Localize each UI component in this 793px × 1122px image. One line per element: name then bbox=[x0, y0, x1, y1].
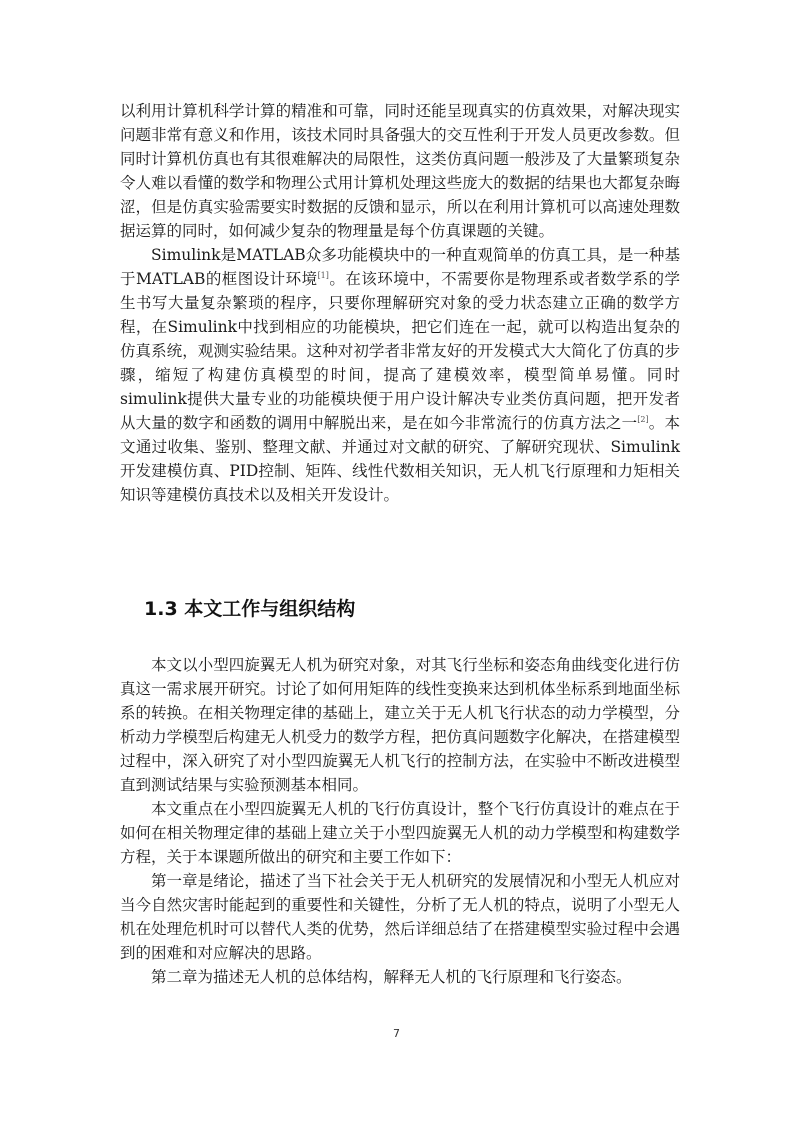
page-number: 7 bbox=[393, 1027, 400, 1040]
section-heading: 1.3 本文工作与组织结构 bbox=[144, 598, 356, 620]
paragraph: 以利用计算机科学计算的精准和可靠，同时还能呈现真实的仿真效果，对解决现实问题非常有意义和作用，该技术同时具备强大的交互性利于开发人员更改参数。但同时计算机仿真也有其很难解决的局限性，这类仿真问题一般涉及了大量繁琐复杂令人难以看懂的数学和物理公式用计算机处理这些庞大的数据的结果也大都复杂晦涩，但是仿真实验需要实时数据的反馈和显示，所以在利用计算机可以高速处理数据运算的同时，如何减少复杂的物理量是每个仿真课题的关键。 bbox=[120, 102, 680, 240]
paragraph: 本文以小型四旋翼无人机为研究对象，对其飞行坐标和姿态角曲线变化进行仿真这一需求展开研究。讨论了如何用矩阵的线性变换来达到机体坐标系到地面坐标系的转换。在相关物理定律的基础上，建立关于无人机飞行状态的动力学模型，分析动力学模型后构建无人机受力的数学方程，把仿真问题数字化解决，在搭建模型过程中，深入研究了对小型四旋翼无人机飞行的控制方法，在实验中不断改进模型直到测试结果与实验预测基本相同。 bbox=[120, 656, 680, 794]
paragraph: 第一章是绪论，描述了当下社会关于无人机研究的发展情况和小型无人机应对当今自然灾害时能起到的重要性和关键性，分析了无人机的特点，说明了小型无人机在处理危机时可以替代人类的优势，然后详细总结了在搭建模型实验过程中会遇到的困难和对应解决的思路。 bbox=[120, 872, 680, 962]
paragraph bbox=[120, 243, 680, 507]
paragraph: 本文重点在小型四旋翼无人机的飞行仿真设计，整个飞行仿真设计的难点在于如何在相关物理定律的基础上建立关于小型四旋翼无人机的动力学模型和构建数学方程，关于本课题所做出的研究和主要工作如下： bbox=[120, 800, 680, 866]
intro-text-block bbox=[120, 99, 680, 507]
citation-ref: [2] bbox=[637, 414, 649, 424]
citation-ref: [1] bbox=[317, 270, 329, 280]
paragraph-text: 。本文通过收集、鉴别、整理文献、并通过对文献的研究、了解研究现状、Simulink开发建模仿真、PID控制、矩阵、线性代数相关知识，无人机飞行原理和力矩相关知识等建模仿真技术以及相关开发设计。 bbox=[120, 414, 680, 504]
paragraph-text: Simulink是MATLAB众多功能模块中的一种直观简单的仿真工具，是一种基于MATLAB的框图设计环境 bbox=[120, 246, 680, 288]
section-text-block bbox=[120, 653, 680, 989]
paragraph: 第二章为描述无人机的总体结构，解释无人机的飞行原理和飞行姿态。 bbox=[151, 968, 632, 986]
paragraph-text: 。在该环境中，不需要你是物理系或者数学系的学生书写大量复杂繁琐的程序，只要你理解研究对象的受力状态建立正确的数学方程，在Simulink中找到相应的功能模块，把它们连在一起，就可以构造出复杂的仿真系统，观测实验结果。这种对初学者非常友好的开发模式大大简化了仿真的步骤，缩短了构建仿真模型的时间，提高了建模效率，模型简单易懂。同时simulink提供大量专业的功能模块便于用户设计解决专业类仿真问题，把开发者从大量的数字和函数的调用中解脱出来，是在如今非常流行的仿真方法之一 bbox=[120, 270, 680, 432]
